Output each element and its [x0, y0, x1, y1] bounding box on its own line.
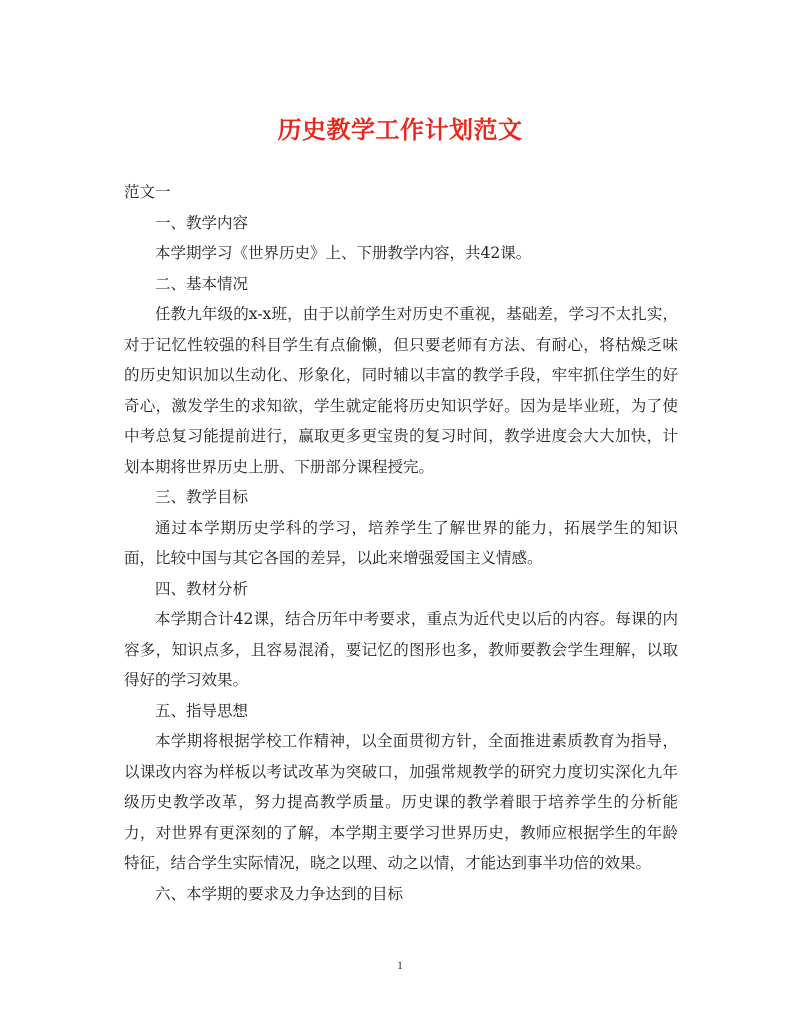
document-title: 历史教学工作计划范文	[277, 115, 523, 144]
heading-basic-situation: 二、基本情况	[155, 274, 249, 293]
paragraph-guiding-ideology: 本学期将根据学校工作精神，以全面贯彻方针，全面推进素质教育为指导，以课改内容为样板以考试改革为突破口，加强常规教学的研究力度切实深化九年级历史教学改革，努力提高教学质量。历史课的教学着眼于培养学生的分析能力，对世界有更深刻的了解，本学期主要学习世界历史，教师应根据学生的年龄特征，结合学生实际情况，晓之以理、动之以情，才能达到事半功倍的效果。	[124, 732, 678, 872]
heading-teaching-goals: 三、教学目标	[155, 488, 249, 506]
heading-teaching-content: 一、教学内容	[155, 213, 249, 232]
paragraph-teaching-goals: 通过本学期历史学科的学习，培养学生了解世界的能力，拓展学生的知识面，比较中国与其它各国的差异，以此来增强爱国主义情感。	[124, 518, 678, 567]
heading-guiding-ideology: 五、指导思想	[155, 701, 249, 720]
paragraph-textbook-analysis: 本学期合计42课，结合历年中考要求，重点为近代史以后的内容。每课的内容多，知识点多，且容易混淆，要记忆的图形也多，教师要教会学生理解，以取得好的学习效果。	[124, 610, 678, 689]
page-number: 1	[397, 958, 403, 972]
heading-semester-requirements: 六、本学期的要求及力争达到的目标	[155, 884, 404, 903]
paragraph-sample-label: 范文一	[124, 183, 171, 201]
paragraph-basic-situation: 任教九年级的x-x班，由于以前学生对历史不重视，基础差，学习不太扎实，对于记忆性较强的科目学生有点偷懒，但只要老师有方法、有耐心，将枯燥乏味的历史知识加以生动化、形象化，同时辅以丰富的教学手段，牢牢抓住学生的好奇心，激发学生的求知欲，学生就定能将历史知识学好。因为是毕业班，为了使中考总复习能提前进行，赢取更多更宝贵的复习时间，教学进度会大大加快，计划本期将世界历史上册、下册部分课程授完。	[124, 305, 678, 476]
heading-textbook-analysis: 四、教材分析	[155, 579, 249, 598]
document-body	[124, 177, 678, 909]
paragraph-teaching-content: 本学期学习《世界历史》上、下册教学内容，共42课。	[155, 244, 532, 262]
